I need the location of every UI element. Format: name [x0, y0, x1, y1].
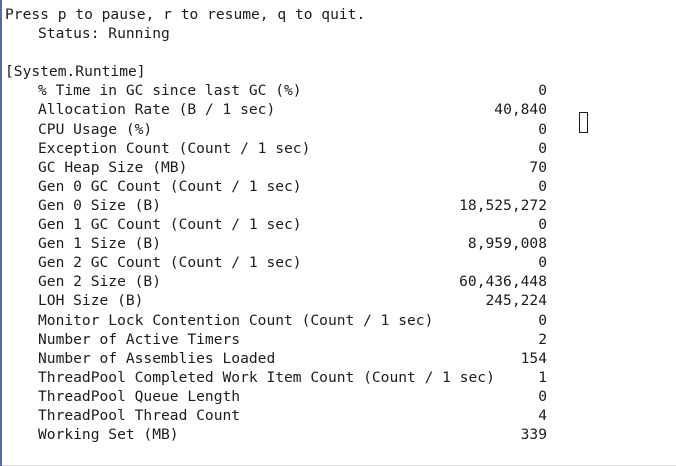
counter-name: Monitor Lock Contention Count (Count / 1 sec) — [38, 311, 434, 329]
counter-row — [5, 100, 547, 119]
status-line: Status: Running — [38, 25, 170, 43]
counter-value: 4 — [538, 406, 547, 424]
counter-value: 0 — [538, 254, 547, 272]
counter-value: 0 — [538, 311, 547, 329]
counter-value: 0 — [538, 139, 547, 157]
counter-value: 0 — [538, 387, 547, 405]
counter-name: Gen 2 GC Count (Count / 1 sec) — [38, 254, 302, 272]
counter-name: Number of Assemblies Loaded — [38, 349, 276, 367]
counter-value: 0 — [538, 177, 547, 195]
counter-row — [5, 234, 547, 253]
counter-row — [5, 253, 547, 272]
counter-row — [5, 311, 547, 330]
counter-row — [5, 387, 547, 406]
counter-value: 70 — [529, 158, 547, 176]
counter-value: 339 — [520, 426, 547, 444]
counter-row — [5, 425, 547, 444]
counter-row — [5, 177, 547, 196]
counter-list — [5, 81, 676, 444]
counter-value: 60,436,448 — [459, 273, 547, 291]
counter-name: Gen 1 Size (B) — [38, 235, 162, 253]
counter-value: 18,525,272 — [459, 196, 547, 214]
counter-value: 0 — [538, 120, 547, 138]
counter-row — [5, 120, 547, 139]
counter-value: 8,959,008 — [467, 235, 547, 253]
counter-row — [5, 158, 547, 177]
counter-row — [5, 349, 547, 368]
text-cursor — [579, 112, 588, 133]
counter-name: ThreadPool Completed Work Item Count (Count / 1 sec) — [38, 368, 495, 386]
counter-row — [5, 272, 547, 291]
counter-name: Working Set (MB) — [38, 426, 179, 444]
blank-line — [5, 43, 676, 62]
counter-name: Allocation Rate (B / 1 sec) — [38, 101, 276, 119]
counter-name: Exception Count (Count / 1 sec) — [38, 139, 311, 157]
counter-row — [5, 139, 547, 158]
counter-row — [5, 196, 547, 215]
counter-name: Number of Active Timers — [38, 330, 241, 348]
counter-name: % Time in GC since last GC (%) — [38, 82, 302, 100]
counter-name: Gen 2 Size (B) — [38, 273, 162, 291]
counter-row — [5, 330, 547, 349]
counter-value: 0 — [538, 82, 547, 100]
counter-name: Gen 1 GC Count (Count / 1 sec) — [38, 216, 302, 234]
counter-value: 1 — [538, 368, 547, 386]
counter-value: 154 — [520, 349, 547, 367]
help-line: Press p to pause, r to resume, q to quit. — [5, 6, 366, 23]
counter-row — [5, 81, 547, 100]
counter-value: 245,224 — [485, 292, 547, 310]
counter-value: 2 — [538, 330, 547, 348]
counter-value: 40,840 — [494, 101, 547, 119]
counter-row — [5, 406, 547, 425]
counter-row — [5, 291, 547, 310]
counter-name: GC Heap Size (MB) — [38, 158, 188, 176]
counter-value: 0 — [538, 216, 547, 234]
counter-row — [5, 215, 547, 234]
counter-name: Gen 0 Size (B) — [38, 196, 162, 214]
counter-name: Gen 0 GC Count (Count / 1 sec) — [38, 177, 302, 195]
counter-row — [5, 368, 547, 387]
counter-name: CPU Usage (%) — [38, 120, 153, 138]
counter-name: LOH Size (B) — [38, 292, 144, 310]
counter-name: ThreadPool Thread Count — [38, 406, 241, 424]
section-header: [System.Runtime] — [5, 63, 146, 81]
counter-name: ThreadPool Queue Length — [38, 387, 241, 405]
